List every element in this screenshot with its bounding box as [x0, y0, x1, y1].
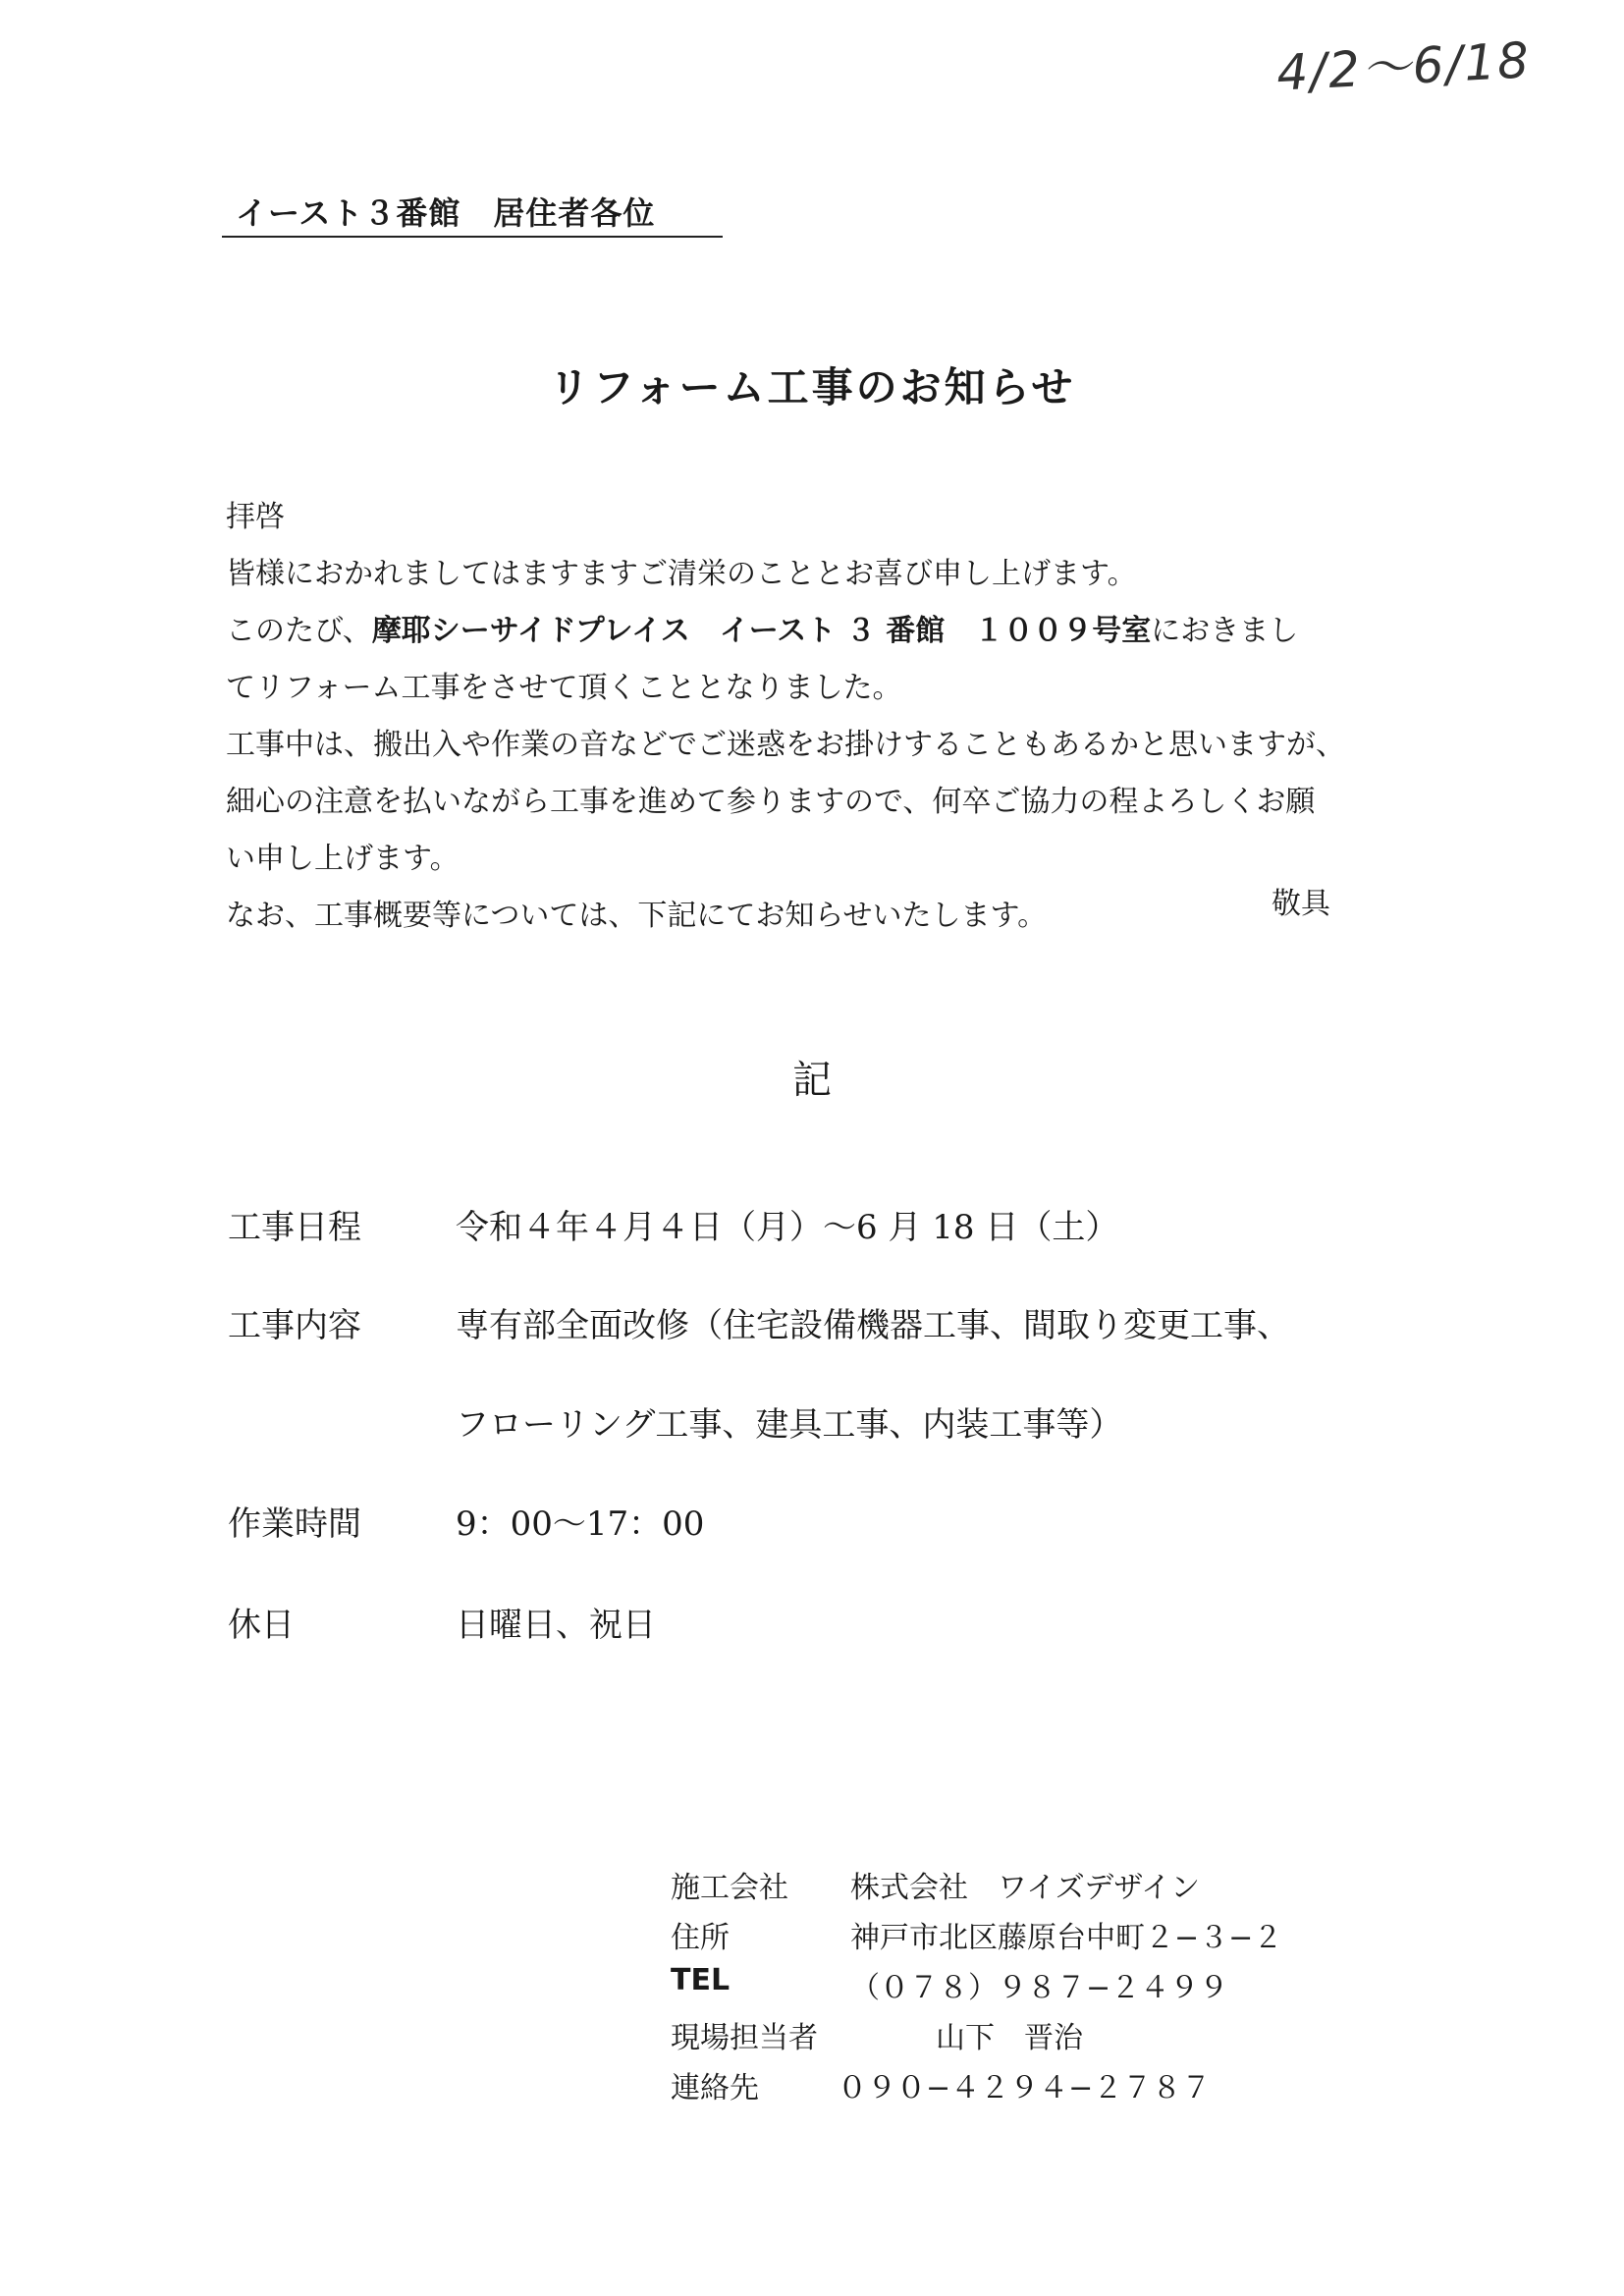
- detail-label: 休日: [228, 1606, 295, 1645]
- body-line-2: [226, 603, 1463, 660]
- detail-value: 専有部全面改修（住宅設備機器工事、間取り変更工事、: [456, 1306, 1290, 1345]
- body-line-2-post: におきまし: [1151, 614, 1299, 648]
- letter-body: [226, 489, 1463, 945]
- addressee-underline: [222, 236, 723, 238]
- body-line-3: てリフォーム工事をさせて頂くこととなりました。: [226, 671, 902, 705]
- body-line-7: なお、工事概要等については、下記にてお知らせいたします。: [226, 899, 1048, 933]
- body-line-2-pre: このたび、: [226, 614, 372, 648]
- detail-value: 令和４年４月４日（月）〜6 月 18 日（土）: [456, 1208, 1119, 1247]
- body-line-5: 細心の注意を払いながら工事を進めて参りますので、何卒ご協力の程よろしくお願: [226, 785, 1316, 819]
- company-value: ０９０−４２９４−２７８７: [838, 2071, 1212, 2105]
- body-line-1: 皆様におかれましてはますますご清栄のこととお喜び申し上げます。: [226, 557, 1137, 591]
- detail-label: 工事内容: [228, 1306, 361, 1345]
- detail-value: 9：00〜17：00: [456, 1504, 705, 1544]
- detail-value: フローリング工事、建具工事、内装工事等）: [456, 1405, 1123, 1445]
- detail-label: 作業時間: [228, 1504, 361, 1544]
- body-line-4: 工事中は、搬出入や作業の音などでご迷惑をお掛けすることもあるかと思いますが、: [226, 728, 1345, 762]
- company-label: 連絡先: [671, 2071, 759, 2105]
- company-value: 山下 晋治: [936, 2021, 1083, 2055]
- company-value: 株式会社 ワイズデザイン: [850, 1871, 1201, 1905]
- closing: 敬具: [1272, 887, 1330, 921]
- property-name: 摩耶シーサイドプレイス イースト ３ 番館 １００９号室: [371, 614, 1152, 648]
- handwritten-date-note: 4/2〜6/18: [1274, 31, 1533, 102]
- page-title: リフォーム工事のお知らせ: [548, 363, 1076, 411]
- company-value: 神戸市北区藤原台中町２−３−２: [850, 1921, 1283, 1955]
- company-label: 施工会社: [671, 1871, 788, 1905]
- company-label: 現場担当者: [671, 2021, 818, 2055]
- ki-heading: 記: [792, 1058, 832, 1103]
- addressee: イースト３番館 居住者各位: [236, 194, 656, 232]
- greeting: 拝啓: [226, 500, 285, 534]
- detail-label: 工事日程: [228, 1208, 361, 1247]
- company-label: TEL: [671, 1963, 731, 1997]
- body-line-6: い申し上げます。: [226, 842, 460, 876]
- company-value: （０７８）９８７−２４９９: [850, 1971, 1229, 2005]
- detail-value: 日曜日、祝日: [456, 1606, 656, 1645]
- company-label: 住所: [671, 1921, 730, 1955]
